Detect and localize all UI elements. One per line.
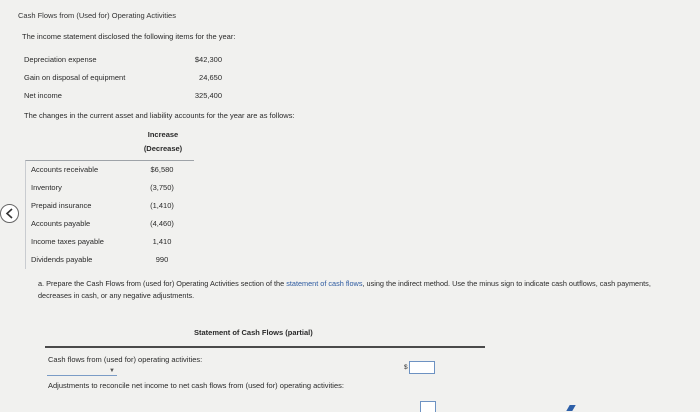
statement-title: Statement of Cash Flows (partial) <box>194 328 313 337</box>
adjustments-label: Adjustments to reconcile net income to net cash flows from (used for) operating activities: <box>48 381 344 390</box>
account-name: Dividends payable <box>31 255 93 264</box>
account-change: 990 <box>155 255 169 264</box>
currency-symbol: $ <box>404 364 408 371</box>
statement-divider <box>45 346 485 348</box>
income-item-value: $42,300 <box>194 55 222 64</box>
adjustment-amount-input[interactable] <box>420 401 436 412</box>
instruction-text <box>38 278 678 302</box>
account-change: $6,580 <box>150 165 174 174</box>
account-name: Prepaid insurance <box>31 201 92 210</box>
column-header-increase: Increase <box>147 130 179 139</box>
cash-flows-label: Cash flows from (used for) operating activities: <box>48 355 203 364</box>
page-title: Cash Flows from (Used for) Operating Activities <box>18 11 176 20</box>
chevron-left-icon <box>5 208 14 219</box>
income-intro: The income statement disclosed the following items for the year: <box>22 32 236 41</box>
income-item-label: Depreciation expense <box>24 55 97 64</box>
net-income-select[interactable] <box>47 366 117 376</box>
cursor-marker-icon <box>566 405 575 411</box>
account-name: Inventory <box>31 183 62 192</box>
column-header-decrease: (Decrease) <box>143 144 183 153</box>
account-name: Accounts receivable <box>31 165 99 174</box>
instruction-suffix: , using the indirect method. Use the minus sign to indicate cash outflows, cash payments, decreases in cash, or any negative adjustments. <box>38 279 651 300</box>
account-change: 1,410 <box>152 237 172 246</box>
net-income-amount-input[interactable] <box>409 361 435 374</box>
account-name: Accounts payable <box>31 219 91 228</box>
account-change: (4,460) <box>150 219 174 228</box>
chevron-down-icon: ▼ <box>109 368 115 374</box>
accounts-table <box>25 160 194 269</box>
account-change: (3,750) <box>150 183 174 192</box>
income-item-label: Gain on disposal of equipment <box>24 73 126 82</box>
instruction-prefix: a. Prepare the Cash Flows from (used for) Operating Activities section of the <box>38 279 287 288</box>
statement-of-cash-flows-link[interactable]: statement of cash flows <box>286 279 363 288</box>
income-item-value: 24,650 <box>199 73 222 82</box>
previous-page-button[interactable] <box>0 204 19 223</box>
income-item-label: Net income <box>24 91 62 100</box>
account-change: (1,410) <box>150 201 174 210</box>
income-item-value: 325,400 <box>194 91 222 100</box>
account-name: Income taxes payable <box>31 237 104 246</box>
changes-intro: The changes in the current asset and liability accounts for the year are as follows: <box>24 111 295 120</box>
